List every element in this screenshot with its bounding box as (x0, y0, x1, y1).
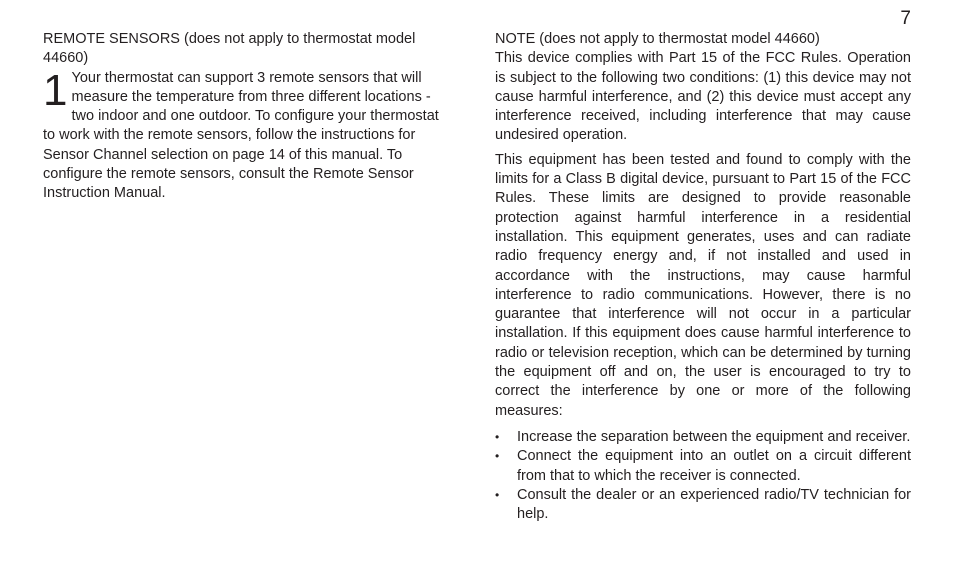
page-number: 7 (900, 8, 911, 29)
step-number: 1 (43, 65, 68, 115)
step-paragraph (43, 65, 453, 204)
remote-sensors-section (43, 30, 453, 204)
section-heading: REMOTE SENSORS (does not apply to thermostat model 44660) (43, 31, 416, 67)
fcc-paragraph-1: This device complies with Part 15 of the FCC Rules. Operation is subject to the following two conditions: (1) this device may not cause harmful interference, and (2) this device must accept any interference received, including interference that may cause undesired operation. (495, 50, 911, 144)
bullet-icon: • (495, 429, 500, 444)
list-item-text: Increase the separation between the equipment and receiver. (517, 428, 911, 445)
bullet-icon: • (495, 487, 500, 502)
list-item (495, 447, 911, 486)
step-text: Your thermostat can support 3 remote sensors that will measure the temperature from three different locations - two indoor and one outdoor. To configure your thermostat to work with the remote sensors, follow the instructions for Sensor Channel selection on page 14 of this manual. To configure the remote sensors, consult the Remote Sensor Instruction Manual. (43, 69, 439, 202)
bullet-icon: • (495, 449, 500, 464)
fcc-note-section (495, 30, 911, 524)
list-item (495, 428, 911, 447)
measures-list (495, 428, 911, 524)
list-item-text: Connect the equipment into an outlet on a circuit different from that to which the receiver is connected. (517, 448, 911, 484)
note-heading: NOTE (does not apply to thermostat model 44660) (495, 31, 820, 47)
list-item (495, 486, 911, 525)
list-item-text: Consult the dealer or an experienced radio/TV technician for help. (517, 486, 911, 523)
fcc-paragraph-2: This equipment has been tested and found to comply with the limits for a Class B digital device, pursuant to Part 15 of the FCC Rules. These limits are designed to provide reasonable protection against harmful interference in a residential installation. This equipment generates, uses and can radiate radio frequency energy and, if not installed and used in accordance with the instructions, may cause harmful interference to radio communications. However, there is no guarantee that interference will not occur in a particular installation. If this equipment does cause harmful interference to radio or television reception, which can be determined by turning the equipment off and on, the user is encouraged to try to correct the interference by one or more of the following measures: (495, 151, 911, 419)
